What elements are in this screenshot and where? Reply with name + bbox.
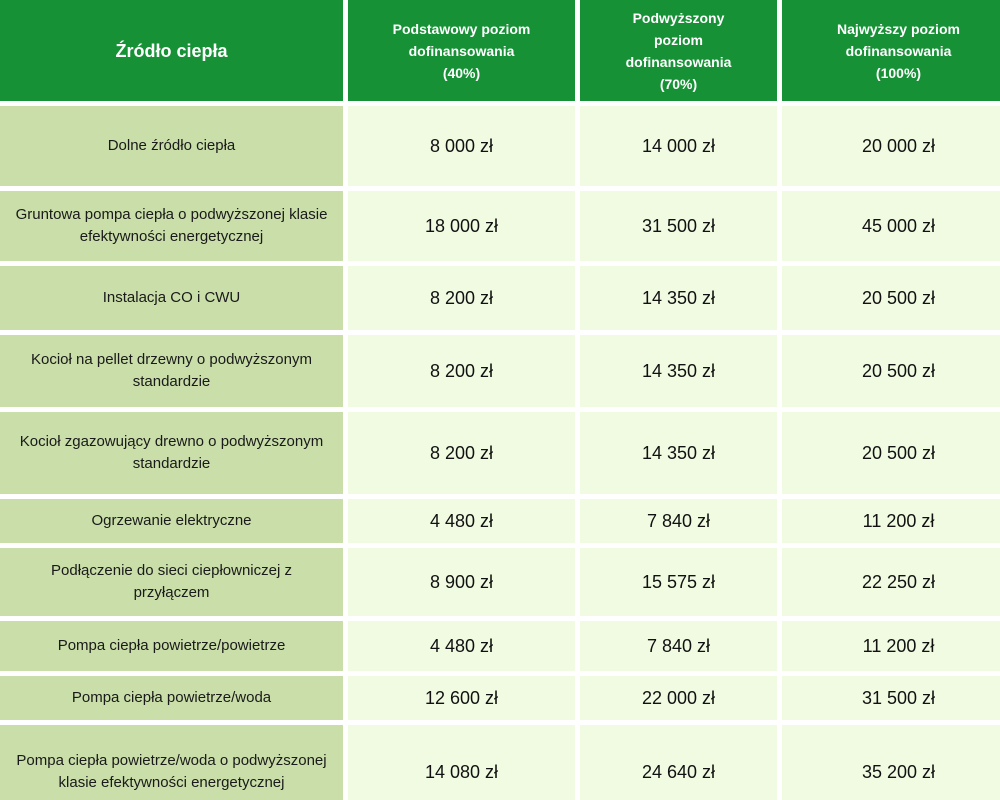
row-value-highest: 20 500 zł xyxy=(782,266,1000,330)
row-value-raised: 14 350 zł xyxy=(580,412,777,494)
header-raised-line-1: Podwyższony xyxy=(632,9,725,26)
row-value-raised: 14 350 zł xyxy=(580,335,777,407)
row-value-raised: 7 840 zł xyxy=(580,621,777,671)
row-value-raised: 14 000 zł xyxy=(580,106,777,186)
row-value-basic: 8 900 zł xyxy=(348,548,575,616)
header-raised xyxy=(580,0,777,101)
header-basic xyxy=(348,0,575,101)
row-value-highest: 20 500 zł xyxy=(782,412,1000,494)
row-value-raised: 22 000 zł xyxy=(580,676,777,720)
row-label: Dolne źródło ciepła xyxy=(0,106,343,186)
row-label: Instalacja CO i CWU xyxy=(0,266,343,330)
header-raised-line-3: dofinansowania xyxy=(625,53,732,70)
row-label: Pompa ciepła powietrze/woda xyxy=(0,676,343,720)
header-raised-line-2: poziom xyxy=(653,31,703,48)
row-value-basic: 8 200 zł xyxy=(348,335,575,407)
header-raised-line-4: (70%) xyxy=(659,75,698,92)
row-label: Pompa ciepła powietrze/woda o podwyższonej klasie efektywności energetycznej xyxy=(0,725,343,800)
row-value-highest: 11 200 zł xyxy=(782,621,1000,671)
header-source-text: Źródło ciepła xyxy=(115,40,228,61)
header-basic-line-2: dofinansowania xyxy=(408,42,515,59)
row-value-highest: 31 500 zł xyxy=(782,676,1000,720)
row-value-raised: 14 350 zł xyxy=(580,266,777,330)
row-value-highest: 11 200 zł xyxy=(782,499,1000,543)
header-source xyxy=(0,0,343,101)
row-label: Ogrzewanie elektryczne xyxy=(0,499,343,543)
header-basic-line-1: Podstawowy poziom xyxy=(392,20,531,37)
header-basic-line-3: (40%) xyxy=(442,64,481,81)
row-value-basic: 4 480 zł xyxy=(348,499,575,543)
row-value-raised: 15 575 zł xyxy=(580,548,777,616)
row-value-basic: 8 200 zł xyxy=(348,266,575,330)
row-label: Kocioł na pellet drzewny o podwyższonym standardzie xyxy=(0,335,343,407)
row-value-basic: 12 600 zł xyxy=(348,676,575,720)
header-highest-line-3: (100%) xyxy=(875,64,922,81)
row-value-basic: 18 000 zł xyxy=(348,191,575,261)
row-value-highest: 20 000 zł xyxy=(782,106,1000,186)
header-highest-line-2: dofinansowania xyxy=(845,42,952,59)
row-label: Podłączenie do sieci ciepłowniczej z przyłączem xyxy=(0,548,343,616)
row-value-basic: 4 480 zł xyxy=(348,621,575,671)
row-value-basic: 8 200 zł xyxy=(348,412,575,494)
row-value-basic: 8 000 zł xyxy=(348,106,575,186)
row-label: Kocioł zgazowujący drewno o podwyższonym standardzie xyxy=(0,412,343,494)
row-value-raised: 24 640 zł xyxy=(580,725,777,800)
row-value-raised: 7 840 zł xyxy=(580,499,777,543)
header-highest-line-1: Najwyższy poziom xyxy=(837,20,960,37)
row-value-raised: 31 500 zł xyxy=(580,191,777,261)
row-label: Gruntowa pompa ciepła o podwyższonej klasie efektywności energetycznej xyxy=(0,191,343,261)
row-value-basic: 14 080 zł xyxy=(348,725,575,800)
row-value-highest: 22 250 zł xyxy=(782,548,1000,616)
row-label: Pompa ciepła powietrze/powietrze xyxy=(0,621,343,671)
header-highest xyxy=(782,0,1000,101)
row-value-highest: 45 000 zł xyxy=(782,191,1000,261)
row-value-highest: 20 500 zł xyxy=(782,335,1000,407)
row-value-highest: 35 200 zł xyxy=(782,725,1000,800)
